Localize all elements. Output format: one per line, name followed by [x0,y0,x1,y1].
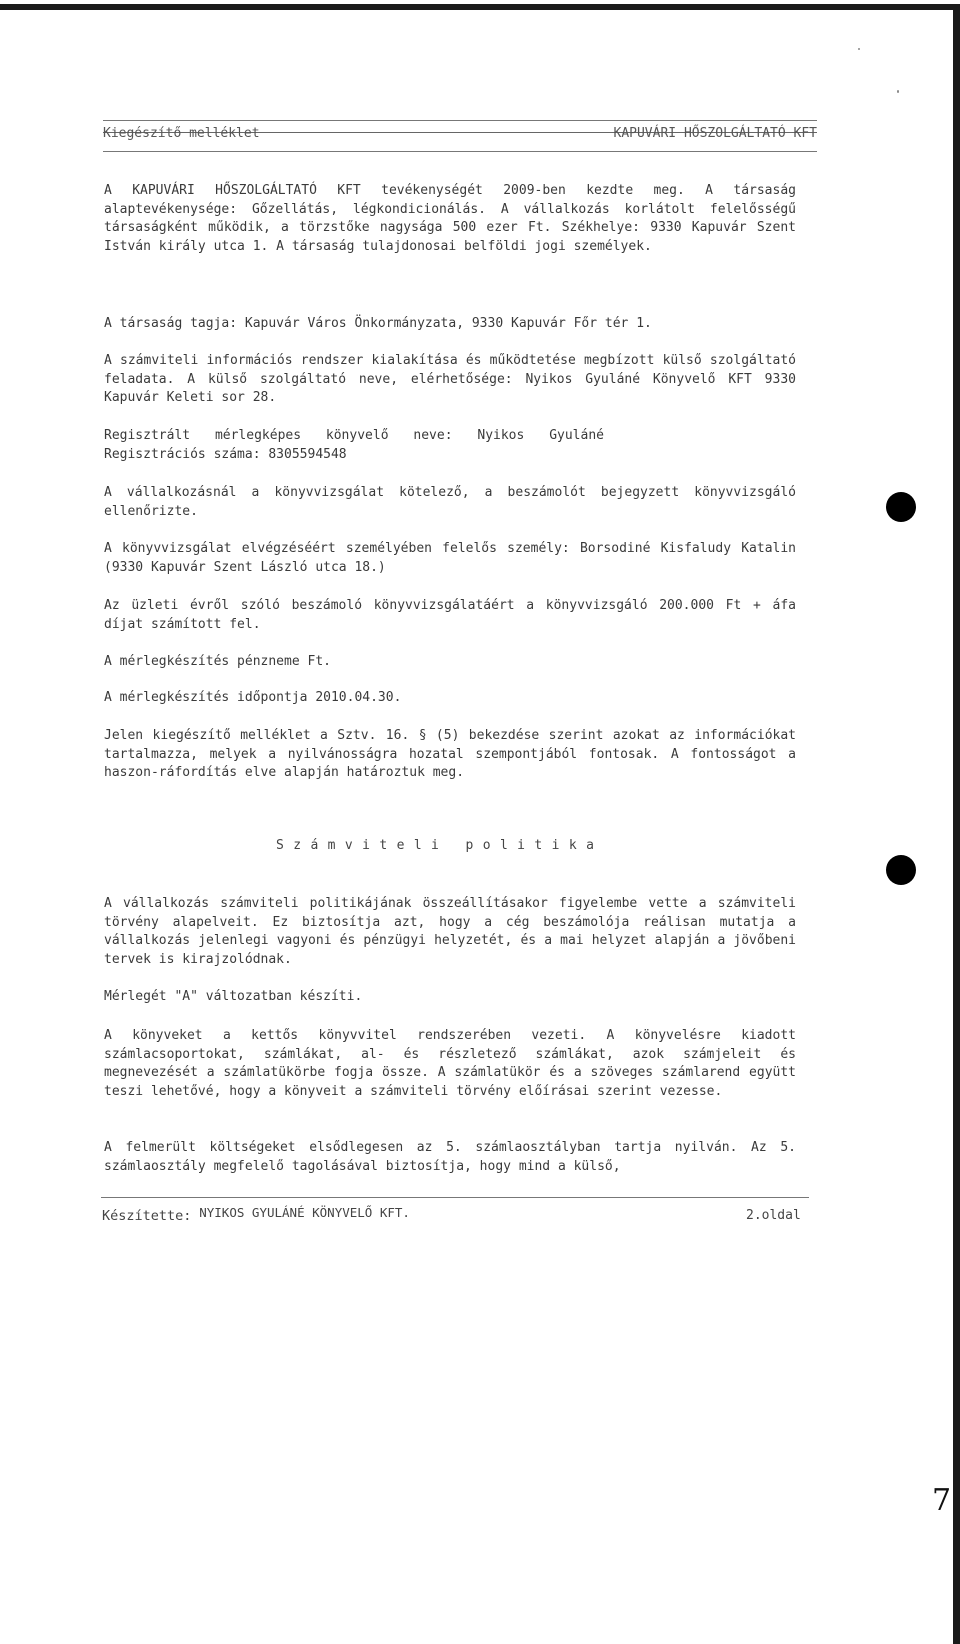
paragraph-accounting-policy: A vállalkozás számviteli politikájának összeállításakor figyelembe vette a számviteli törvény alapelveit. Ez biztosítja azt, hogy a cég beszámolója reálisan mutatja a vállalkozás jelenlegi vagyoni és pénzügyi helyzetét, és a mai helyzet alapján a jövőbeni tervek is kirajzolódnak. [104,896,796,967]
footer-prepared-by [102,1205,410,1224]
scan-speck [858,48,860,50]
scan-speck [897,90,899,93]
paragraph-bookkeeping: A könyveket a kettős könyvvitel rendszerében vezeti. A könyvelésre kiadott számlacsoportokat, számlákat, al- és részletező számlákat, azok számjeleit és megnevezését a számlatükörbe fogja össze. A számlatükör és a szöveges számlarend együtt teszi lehetővé, hogy a könyveit a számviteli törvény előírásai szerint vezesse. [104,1028,796,1099]
paragraph-member: A társaság tagja: Kapuvár Város Önkormányzata, 9330 Kapuvár Főr tér 1. [104,316,652,331]
header-company-name: KAPUVÁRI HŐSZOLGÁLTATÓ KFT [613,126,817,141]
paragraph-audit-fee: Az üzleti évről szóló beszámoló könyvvizsgálatáért a könyvvizsgáló 200.000 Ft + áfa díjat számított fel. [104,598,796,632]
section-heading: Számviteli politika [276,838,604,853]
paragraph-registered-accountant: Regisztrált mérlegképes könyvelő neve: Nyikos Gyuláné Regisztrációs száma: 8305594548 [104,428,604,462]
paragraph-currency: A mérlegkészítés pénzneme Ft. [104,654,331,669]
footer-preparer-name: NYIKOS GYULÁNÉ KÖNYVELŐ KFT. [199,1205,410,1220]
header-document-title: Kiegészítő melléklet [103,126,260,141]
scan-right-border [953,4,960,1644]
scan-top-border [0,4,958,10]
paragraph-accounting-service: A számviteli információs rendszer kialakítása és működtetése megbízott külső szolgáltató feladata. A külső szolgáltató neve, elérhetősége: Nyikos Gyuláné Könyvelő KFT 9330 Kapuvár Keleti sor 28. [104,353,796,405]
paragraph-balance-version: Mérlegét "A" változatban készíti. [104,989,363,1004]
paragraph-audit-required: A vállalkozásnál a könyvvizsgálat kötelező, a beszámolót bejegyzett könyvvizsgáló ellenőrizte. [104,485,796,519]
paragraph-auditor: A könyvvizsgálat elvégzéséért személyében felelős személy: Borsodiné Kisfaludy Katalin (9330 Kapuvár Szent László utca 18.) [104,541,796,575]
footer-rule [101,1197,809,1198]
header-rule-bottom [103,151,817,152]
punch-hole-mark [886,855,916,885]
page-header [103,126,817,141]
header-rule-top [103,120,817,121]
paragraph-supplement-scope: Jelen kiegészítő melléklet a Sztv. 16. § (5) bekezdése szerint azokat az információkat tartalmazza, melyek a nyilvánosságra hozatal szempontjából fontosak. A fontosságot a haszon-ráfordítás elve alapján határoztuk meg. [104,728,796,780]
footer-label: Készítette: [102,1208,192,1224]
punch-hole-mark [886,492,916,522]
footer-page-label: 2.oldal [746,1208,801,1223]
paragraph-company-info: A KAPUVÁRI HŐSZOLGÁLTATÓ KFT tevékenységét 2009-ben kezdte meg. A társaság alaptevékenysége: Gőzellátás, légkondicionálás. A vállalkozás korlátolt felelősségű társaságként működik, a törzstőke nagysága 500 ezer Ft. Székhelye: 9330 Kapuvár Szent István király utca 1. A társaság tulajdonosai belföldi jogi személyek. [104,183,796,254]
page-number: 7 [932,1483,952,1518]
paragraph-date: A mérlegkészítés időpontja 2010.04.30. [104,690,402,705]
paragraph-costs: A felmerült költségeket elsődlegesen az 5. számlaosztályban tartja nyilván. Az 5. számlaosztály megfelelő tagolásával biztosítja, hogy mind a külső, [104,1140,796,1174]
